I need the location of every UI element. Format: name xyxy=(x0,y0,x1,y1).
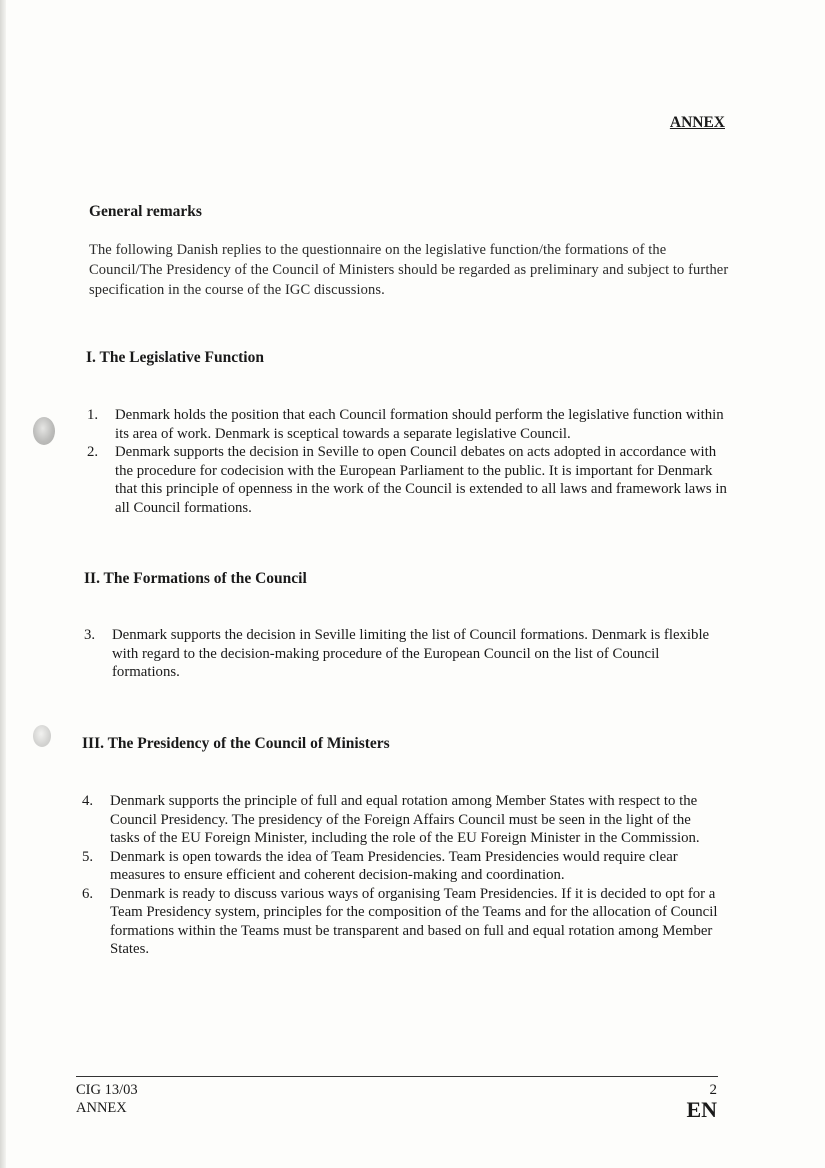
item-text: Denmark supports the decision in Seville to open Council debates on acts adopted in accordance with the procedure for codecision with the European Parliament to the public. It is important for Denmark that this principle of openness in the work of the Council is extended to all laws and framework laws in all Council formations. xyxy=(115,444,727,516)
item-number: 1. xyxy=(87,407,99,423)
page-number: 2 xyxy=(709,1082,717,1098)
language-code: EN xyxy=(686,1097,717,1122)
section-title-formations: II. The Formations of the Council xyxy=(84,570,307,587)
list-item xyxy=(87,443,727,517)
section-items-legislative-function xyxy=(87,406,727,517)
footer-reference xyxy=(76,1081,138,1117)
item-number: 5. xyxy=(82,848,94,865)
item-number: 6. xyxy=(82,885,94,902)
general-remarks-text: The following Danish replies to the questionnaire on the legislative function/the formations of the Council/The Presidency of the Council of Ministers should be regarded as preliminary and subject to further specification in the course of the IGC discussions. xyxy=(89,242,729,298)
list-item xyxy=(82,792,722,848)
list-item xyxy=(82,848,722,885)
item-number: 4. xyxy=(82,793,94,809)
item-text: Denmark holds the position that each Council formation should perform the legislative function within its area of work. Denmark is sceptical towards a separate legislative Council. xyxy=(115,407,724,442)
item-number: 2. xyxy=(87,444,99,460)
item-text: Denmark supports the decision in Seville limiting the list of Council formations. Denmark is flexible with regard to the decision-making procedure of the European Council on the list of Council formations. xyxy=(112,627,710,680)
item-text: Denmark is ready to discuss various ways of organising Team Presidencies. If it is decided to opt for a Team Presidency system, principles for the composition of the Teams and for the allocation of Council formations within the Teams must be transparent and based on full and equal rotation among Member States. xyxy=(110,885,718,957)
section-title-presidency: III. The Presidency of the Council of Ministers xyxy=(82,735,390,752)
footer-annex-label: ANNEX xyxy=(76,1100,127,1116)
item-number: 3. xyxy=(84,627,96,643)
section-title-legislative-function: I. The Legislative Function xyxy=(86,349,264,366)
section-items-presidency xyxy=(82,792,722,959)
general-remarks-title: General remarks xyxy=(89,203,202,220)
punch-hole xyxy=(33,417,55,445)
scan-edge xyxy=(0,0,6,1168)
annex-heading: ANNEX xyxy=(669,114,725,131)
list-item xyxy=(84,626,724,682)
punch-hole xyxy=(33,725,51,747)
section-items-formations xyxy=(84,626,724,682)
footer-divider xyxy=(76,1076,718,1077)
list-item xyxy=(82,885,722,959)
list-item xyxy=(87,406,727,443)
footer-doc-ref: CIG 13/03 xyxy=(76,1082,138,1098)
item-text: Denmark supports the principle of full and equal rotation among Member States with respect to the Council Presidency. The presidency of the Foreign Affairs Council must be seen in the light of the tasks of the EU Foreign Minister, including the role of the EU Foreign Minister in the Commission. xyxy=(110,793,700,846)
item-text: Denmark is open towards the idea of Team Presidencies. Team Presidencies would require clear measures to ensure efficient and coherent decision-making and coordination. xyxy=(110,848,678,883)
